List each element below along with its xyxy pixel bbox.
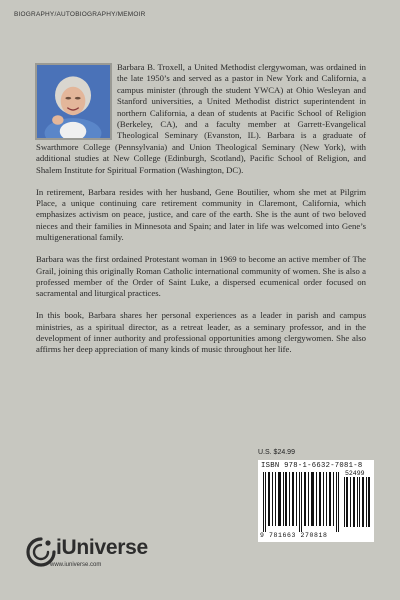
barcode — [258, 460, 374, 542]
bio-paragraph-1: Barbara B. Troxell, a United Methodist clergywoman, was ordained in the late 1950’s and served as a pastor in New York and California, a campus minister (through the student YWCA) at Ohio Wesleyan and Stanford universities, a United Methodist district superintendent in northern California, a dean of students at Pacific School of Religion (Berkeley, CA), and a faculty member at Garrett-Evangelical Theological Seminary (Evanston, IL). Barbara is a graduate of Swarthmore College (Pennsylvania) and Union Theological Seminary (New York), with additional studies at New College (Edinburgh, Scotland), Pacific School of Religion, and Shalem Institute for Spiritual Formation (Washington, DC). — [36, 62, 366, 175]
isbn-number: ISBN 978-1-6632-7081-8 — [261, 462, 363, 470]
price-label: U.S. $24.99 — [258, 449, 295, 456]
addon-barcode-bars — [344, 477, 370, 527]
publisher-wordmark: iUniverse — [56, 536, 148, 559]
publisher-logo[interactable] — [26, 536, 146, 572]
bio-paragraph-3: Barbara was the first ordained Protestant woman in 1969 to become an active member of The Grail, joining this originally Roman Catholic international community of women. She is also a professed member of the Order of Saint Luke, a dispersed ecumenical order focused on sacramental and liturgical practices. — [36, 254, 366, 299]
bio-paragraph-2: In retirement, Barbara resides with her husband, Gene Boutilier, whom she met at Pilgrim Place, a unique continuing care retirement community in Claremont, California, which emphasizes activism on peace, justice, and care of the earth. She is the aunt of two beloved nieces and their families in Minnesota and Spain; and later in life was welcomed into Gene’s multigenerational family. — [36, 186, 366, 243]
ean-digits: 9 781663 270818 — [260, 532, 328, 539]
biography-text — [36, 62, 366, 366]
ean-barcode-bars — [263, 472, 341, 532]
price-code: 52499 — [345, 470, 365, 477]
category-label: BIOGRAPHY/AUTOBIOGRAPHY/MEMOIR — [14, 11, 146, 18]
bio-paragraph-4: In this book, Barbara shares her personal experiences as a leader in parish and campus ministries, as a spiritual director, as a retreat leader, as a seminary professor, and in the development of inner authority and professional opportunities among clergywomen. She also affirms her deep appreciation of many kinds of music throughout her life. — [36, 310, 366, 355]
publisher-url[interactable]: www.iuniverse.com — [50, 562, 102, 568]
